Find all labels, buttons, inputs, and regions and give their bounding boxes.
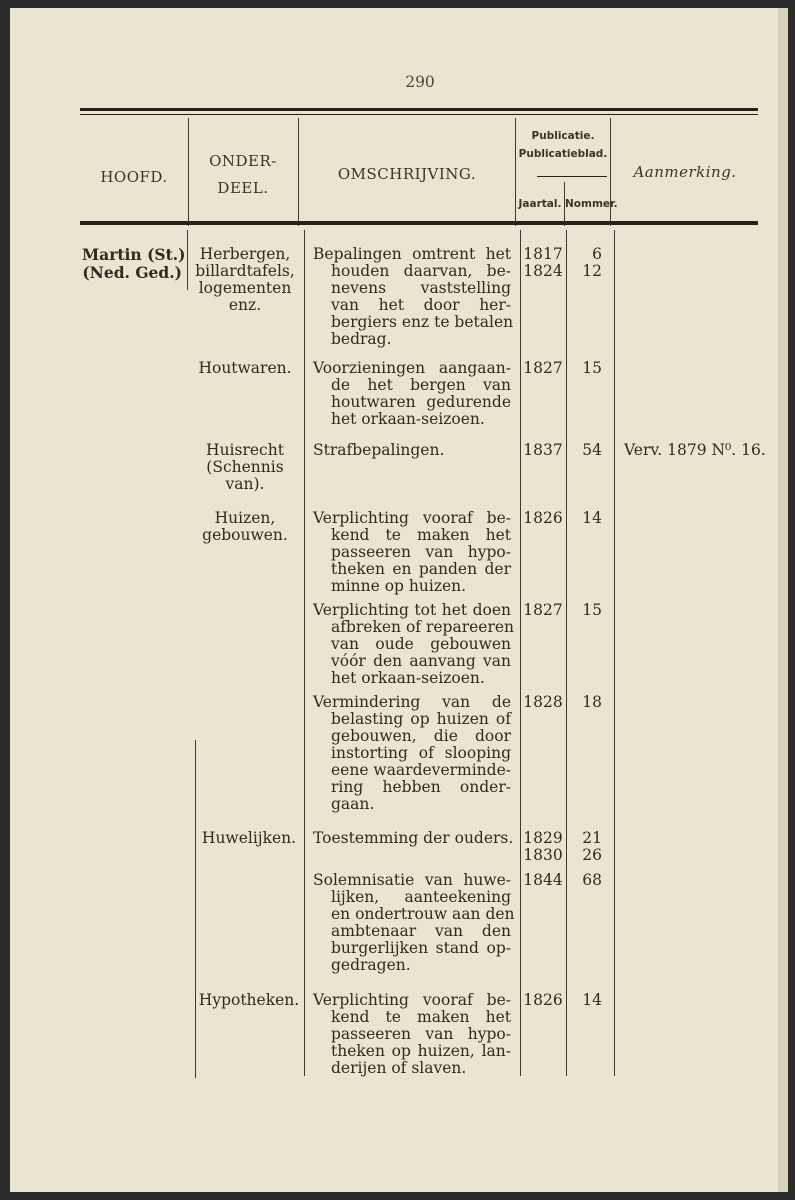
header-bottom-rule bbox=[80, 221, 758, 225]
header-divider bbox=[188, 118, 189, 226]
header-onderdeel-line1: ONDER- bbox=[209, 152, 277, 170]
entry-description: Strafbepalingen. bbox=[313, 441, 445, 459]
entry-description: Voorzieningen aangaan- de het bergen van houtwaren gedurende het orkaan-seizoen. bbox=[313, 359, 511, 428]
page-edge bbox=[778, 8, 788, 1192]
entry-nommer: 21 26 bbox=[582, 829, 602, 864]
entry-nommer: 14 bbox=[582, 509, 602, 527]
onderdeel-huwelijken: Huwelijken. bbox=[201, 829, 297, 847]
header-nommer: Nommer. bbox=[565, 198, 618, 210]
entry-jaartal: 1829 1830 bbox=[523, 829, 563, 864]
column-divider bbox=[520, 230, 521, 1076]
entry-description: Verplichting vooraf be- kend te maken het passeeren van hypo- theken en panden der minne op huizen. bbox=[313, 509, 511, 595]
entry-description: Bepalingen omtrent het houden daarvan, be- nevens vaststelling van het door her- bergiers enz te betalen bedrag. bbox=[313, 245, 514, 348]
entry-jaartal: 1828 bbox=[523, 693, 563, 711]
entry-nommer: 15 bbox=[582, 601, 602, 619]
publicatie-underline bbox=[537, 176, 607, 177]
hoofd-line: Martin (St.) bbox=[82, 245, 186, 264]
entry-nommer: 68 bbox=[582, 871, 602, 889]
entry-aanmerking: Verv. 1879 N⁰. 16. bbox=[624, 441, 766, 459]
header-top-rule bbox=[80, 108, 758, 111]
entry-description: Vermindering van de belasting op huizen of gebouwen, die door instorting of slooping eene waardeverminde- ring hebben onder- gaan. bbox=[313, 693, 511, 813]
entry-nommer: 15 bbox=[582, 359, 602, 377]
onderdeel-huizen: Huizen, gebouwen. bbox=[202, 509, 288, 544]
entry-jaartal: 1826 bbox=[523, 509, 563, 527]
entry-nommer: 14 bbox=[582, 991, 602, 1009]
hoofd-line: (Ned. Ged.) bbox=[82, 263, 182, 282]
header-divider bbox=[298, 118, 299, 226]
column-divider bbox=[304, 230, 305, 1076]
column-divider bbox=[566, 230, 567, 1076]
onderdeel-houtwaren: Houtwaren. bbox=[198, 359, 292, 377]
entry-jaartal: 1817 1824 bbox=[523, 245, 563, 280]
entry-description: Solemnisatie van huwe- lijken, aanteekening en ondertrouw aan den ambtenaar van den burgerlijken stand op- gedragen. bbox=[313, 871, 515, 974]
column-divider bbox=[195, 740, 196, 1078]
entry-nommer: 54 bbox=[582, 441, 602, 459]
entry-jaartal: 1827 bbox=[523, 601, 563, 619]
header-onderdeel-line2: DEEL. bbox=[217, 179, 269, 197]
onderdeel-hypotheken: Hypotheken. bbox=[198, 991, 300, 1009]
entry-description: Toestemming der ouders. bbox=[313, 829, 514, 847]
entry-nommer: 6 12 bbox=[582, 245, 602, 280]
entry-jaartal: 1844 bbox=[523, 871, 563, 889]
column-divider bbox=[187, 230, 188, 290]
header-omschrijving: OMSCHRIJVING. bbox=[337, 165, 477, 183]
onderdeel-herbergen: Herbergen, billardtafels, logementen enz. bbox=[195, 245, 295, 314]
header-top-rule-thin bbox=[80, 114, 758, 115]
entry-description: Verplichting tot het doen afbreken of repareeren van oude gebouwen vóór den aanvang van het orkaan-seizoen. bbox=[313, 601, 515, 687]
header-hoofd: HOOFD. bbox=[100, 168, 168, 186]
column-divider bbox=[614, 230, 615, 1076]
page-number: 290 bbox=[405, 73, 435, 91]
entry-jaartal: 1837 bbox=[523, 441, 563, 459]
entry-jaartal: 1826 bbox=[523, 991, 563, 1009]
onderdeel-huisrecht: Huisrecht (Schennis van). bbox=[206, 441, 284, 493]
entry-jaartal: 1827 bbox=[523, 359, 563, 377]
header-publicatieblad: Publicatieblad. bbox=[518, 148, 608, 160]
header-publicatie: Publicatie. bbox=[531, 130, 595, 142]
header-aanmerking: Aanmerking. bbox=[633, 163, 737, 181]
entry-description: Verplichting vooraf be- kend te maken het passeeren van hypo- theken op huizen, lan- derijen of slaven. bbox=[313, 991, 511, 1077]
entry-nommer: 18 bbox=[582, 693, 602, 711]
header-jaartal: Jaartal. bbox=[518, 198, 562, 210]
